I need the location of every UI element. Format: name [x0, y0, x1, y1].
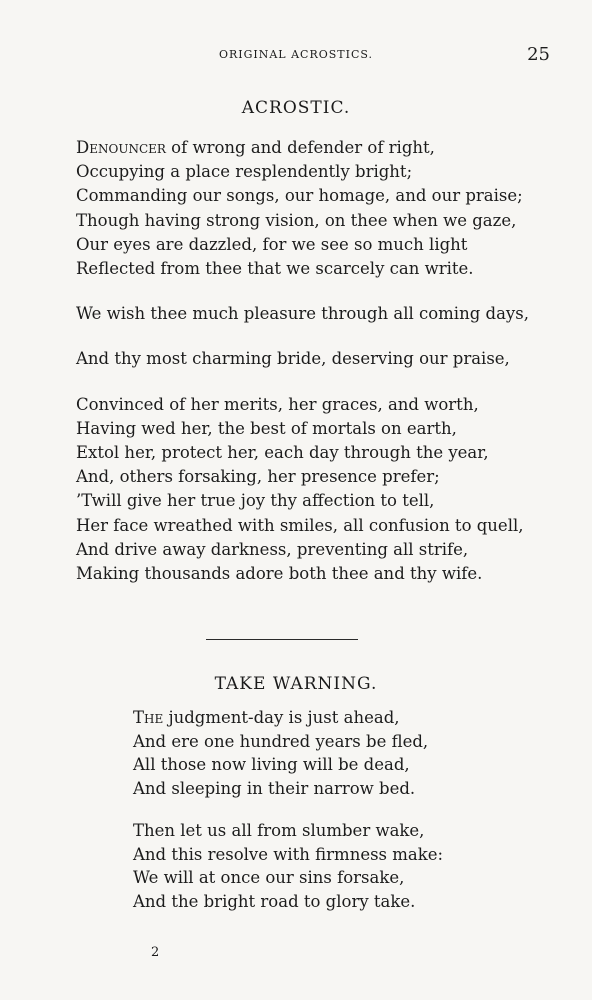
running-header: ORIGINAL ACROSTICS. — [218, 48, 374, 61]
poem-title-acrostic: ACROSTIC. — [241, 98, 351, 118]
poem-line: We will at once our sins forsake, — [133, 868, 405, 888]
poem-line: Commanding our songs, our homage, and our praise; — [76, 186, 523, 206]
poem-line: And drive away darkness, preventing all strife, — [76, 539, 469, 559]
poem-take-warning — [133, 706, 443, 914]
lead-word: The — [133, 708, 164, 727]
section-divider — [206, 639, 358, 640]
line-text: judgment-day is just ahead, — [163, 708, 400, 727]
poem-line: ’Twill give her true joy thy affection to tell, — [76, 491, 435, 511]
poem-line: Reflected from thee that we scarcely can write. — [76, 259, 474, 279]
poem-line: Her face wreathed with smiles, all confusion to quell, — [76, 515, 524, 535]
poem-title-take-warning: TAKE WARNING. — [214, 674, 378, 694]
poem-line: Having wed her, the best of mortals on earth, — [76, 418, 457, 438]
poem-line: Making thousands adore both thee and thy wife. — [76, 564, 483, 584]
poem-line: And ere one hundred years be fled, — [133, 731, 429, 751]
poem-line: Extol her, protect her, each day through the year, — [76, 443, 489, 463]
poem-line: Convinced of her merits, her graces, and worth, — [76, 394, 479, 414]
poem-line — [133, 706, 443, 730]
signature-mark: 2 — [151, 945, 160, 960]
line-text: of wrong and defender of right, — [165, 138, 435, 157]
page-number: 25 — [527, 44, 550, 65]
poem-line: And, others forsaking, her presence prefer; — [76, 467, 440, 487]
poem-line: And the bright road to glory take. — [133, 891, 416, 911]
poem-line: Occupying a place resplendently bright; — [76, 162, 413, 182]
poem-line: We wish thee much pleasure through all coming days, — [76, 304, 529, 324]
poem-line: And this resolve with firmness make: — [133, 844, 444, 864]
poem-line: Then let us all from slumber wake, — [133, 820, 425, 840]
poem-line: All those now living will be dead, — [133, 755, 410, 775]
poem-line: Our eyes are dazzled, for we see so much light — [76, 234, 468, 254]
poem-line — [76, 136, 529, 160]
poem-line: Though having strong vision, on thee when we gaze, — [76, 210, 517, 230]
poem-line: And thy most charming bride, deserving our praise, — [76, 349, 510, 369]
poem-acrostic — [76, 136, 529, 586]
lead-word: Denouncer — [76, 138, 166, 157]
poem-line: And sleeping in their narrow bed. — [133, 779, 416, 799]
